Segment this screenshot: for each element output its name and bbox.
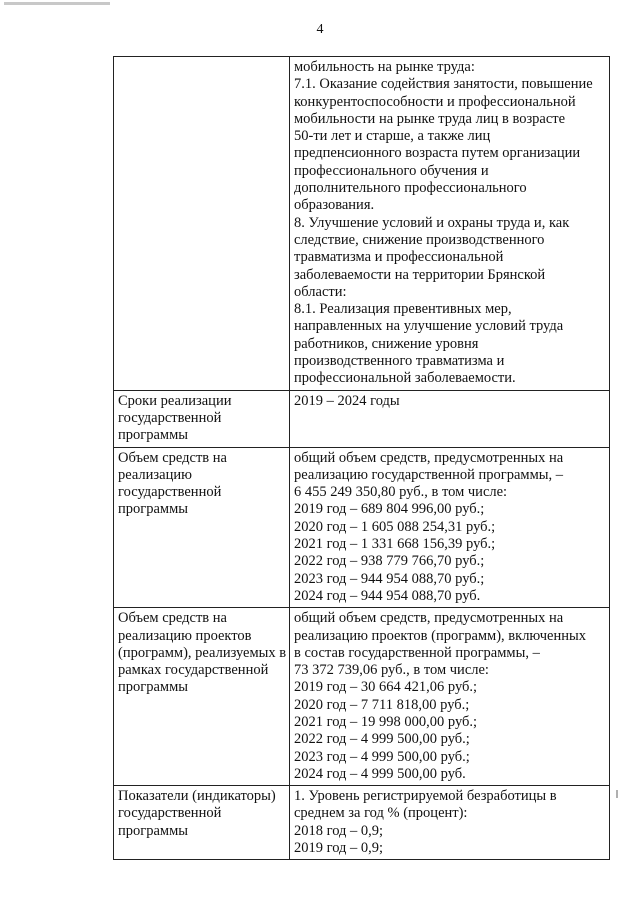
label-line: Показатели (индикаторы): [118, 788, 276, 805]
value-line: следствие, снижение производственного: [294, 231, 545, 248]
value-line: 2024 год – 944 954 088,70 руб.: [294, 587, 481, 604]
row-label-cell: [114, 447, 290, 608]
value-line: производственного травматизма и: [294, 353, 505, 370]
value-line: области:: [294, 283, 347, 300]
row-implementation-period: [114, 390, 610, 447]
value-line: образования.: [294, 197, 375, 214]
row-value-cell: [290, 786, 610, 860]
value-line: 2022 год – 938 779 766,70 руб.;: [294, 553, 485, 570]
value-line: направленных на улучшение условий труда: [294, 318, 564, 335]
row-projects-funding: [114, 608, 610, 786]
page-number: 4: [316, 22, 324, 37]
value-line: заболеваемости на территории Брянской: [294, 266, 546, 283]
value-line: 2021 год – 1 331 668 156,39 руб.;: [294, 536, 496, 553]
value-line: 2019 год – 689 804 996,00 руб.;: [294, 501, 485, 518]
row-value-cell: [290, 390, 610, 447]
value-line: 2020 год – 7 711 818,00 руб.;: [294, 696, 470, 713]
label-line: рамках государственной: [118, 662, 269, 679]
value-line: 1. Уровень регистрируемой безработицы в: [294, 788, 557, 805]
program-passport-table: [113, 56, 610, 860]
value-line: мобильность на рынке труда:: [294, 59, 475, 75]
row-objectives-continued: [114, 57, 610, 391]
scan-artifact: [4, 2, 110, 5]
value-line: реализацию проектов (программ), включенных: [294, 627, 586, 644]
value-line: 2018 год – 0,9;: [294, 822, 384, 839]
value-line: 8. Улучшение условий и охраны труда и, как: [294, 214, 570, 231]
row-label-cell: [114, 57, 290, 391]
row-value-cell: [290, 57, 610, 391]
value-line: 2019 год – 0,9;: [294, 840, 384, 857]
value-line: конкурентоспособности и профессиональной: [294, 93, 576, 110]
label-line: государственной: [118, 409, 222, 426]
value-line: работников, снижение уровня: [294, 335, 479, 352]
label-line: (программ), реализуемых в: [118, 644, 287, 661]
value-line: общий объем средств, предусмотренных на: [294, 610, 564, 627]
label-line: программы: [118, 679, 188, 696]
row-value-cell: [290, 447, 610, 608]
row-program-funding: [114, 447, 610, 608]
value-line: профессионального обучения и: [294, 162, 489, 179]
value-line: 2023 год – 4 999 500,00 руб.;: [294, 748, 470, 765]
scan-artifact-edge: [616, 790, 618, 798]
label-line: Объем средств на: [118, 449, 227, 466]
value-line: 2020 год – 1 605 088 254,31 руб.;: [294, 518, 496, 535]
value-line: травматизма и профессиональной: [294, 249, 504, 266]
label-line: реализацию: [118, 466, 192, 483]
label-line: Сроки реализации: [118, 392, 232, 409]
value-line: 2019 год – 30 664 421,06 руб.;: [294, 679, 478, 696]
row-label-cell: [114, 608, 290, 786]
row-label-cell: [114, 786, 290, 860]
value-line: 7.1. Оказание содействия занятости, повышение: [294, 76, 593, 93]
value-line: в состав государственной программы, –: [294, 644, 540, 661]
value-line: общий объем средств, предусмотренных на: [294, 449, 564, 466]
value-line: 6 455 249 350,80 руб., в том числе:: [294, 484, 508, 501]
label-line: программы: [118, 427, 188, 444]
value-line: среднем за год % (процент):: [294, 805, 468, 822]
value-line: профессиональной заболеваемости.: [294, 370, 516, 387]
value-line: реализацию государственной программы, –: [294, 466, 564, 483]
value-line: дополнительного профессионального: [294, 180, 527, 197]
label-line: Объем средств на: [118, 610, 227, 627]
label-line: программы: [118, 822, 188, 839]
value-line: 50-ти лет и старше, а также лиц: [294, 128, 491, 145]
label-line: программы: [118, 501, 188, 518]
label-line: реализацию проектов: [118, 627, 252, 644]
value-line: 73 372 739,06 руб., в том числе:: [294, 662, 489, 679]
value-line: мобильности на рынке труда лиц в возрасте: [294, 110, 566, 127]
label-line: государственной: [118, 805, 222, 822]
value-line: 2024 год – 4 999 500,00 руб.: [294, 765, 466, 782]
value-line: 8.1. Реализация превентивных мер,: [294, 301, 512, 318]
row-label-cell: [114, 390, 290, 447]
value-line: 2019 – 2024 годы: [294, 392, 400, 409]
value-line: 2023 год – 944 954 088,70 руб.;: [294, 570, 485, 587]
label-line: государственной: [118, 484, 222, 501]
value-line: 2022 год – 4 999 500,00 руб.;: [294, 731, 470, 748]
value-line: 2021 год – 19 998 000,00 руб.;: [294, 713, 478, 730]
row-value-cell: [290, 608, 610, 786]
row-indicators: [114, 786, 610, 860]
value-line: предпенсионного возраста путем организации: [294, 145, 581, 162]
